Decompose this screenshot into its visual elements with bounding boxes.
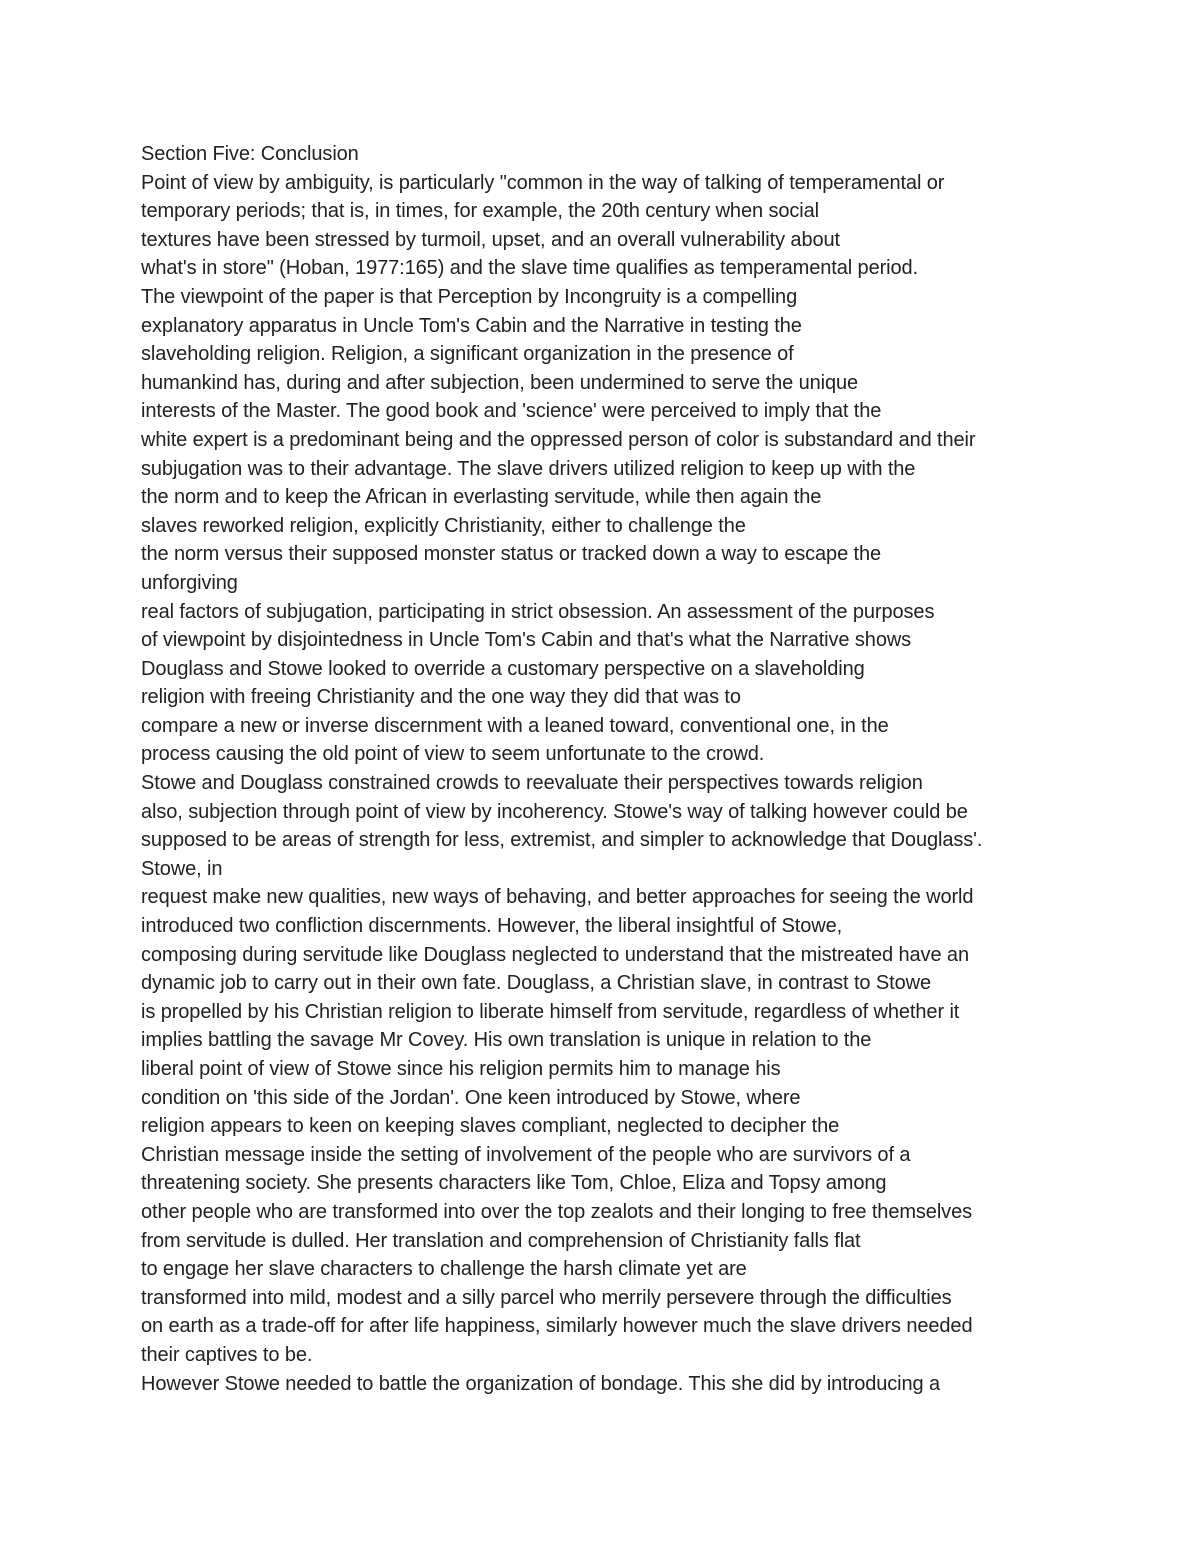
text-line: request make new qualities, new ways of behaving, and better approaches for seeing the world: [141, 886, 974, 909]
text-line: Stowe and Douglass constrained crowds to reevaluate their perspectives towards religion: [141, 772, 923, 795]
text-line: the norm and to keep the African in everlasting servitude, while then again the: [141, 486, 822, 509]
text-line: Douglass and Stowe looked to override a customary perspective on a slaveholding: [141, 657, 865, 680]
text-line: temporary periods; that is, in times, for example, the 20th century when social: [141, 200, 819, 223]
text-line: religion with freeing Christianity and the one way they did that was to: [141, 686, 741, 709]
text-line: process causing the old point of view to seem unfortunate to the crowd.: [141, 743, 765, 766]
text-line: Point of view by ambiguity, is particularly "common in the way of talking of temperamental or: [141, 171, 945, 194]
text-line: The viewpoint of the paper is that Perception by Incongruity is a compelling: [141, 285, 798, 308]
text-line: textures have been stressed by turmoil, upset, and an overall vulnerability about: [141, 228, 840, 251]
text-line: slaves reworked religion, explicitly Christianity, either to challenge the: [141, 514, 746, 537]
text-line: real factors of subjugation, participating in strict obsession. An assessment of the purposes: [141, 600, 935, 623]
text-line: implies battling the savage Mr Covey. His own translation is unique in relation to the: [141, 1029, 872, 1052]
text-line: subjugation was to their advantage. The slave drivers utilized religion to keep up with the: [141, 457, 916, 480]
text-line: transformed into mild, modest and a silly parcel who merrily persevere through the difficulties: [141, 1286, 952, 1309]
text-line: religion appears to keen on keeping slaves compliant, neglected to decipher the: [141, 1115, 840, 1138]
text-line: composing during servitude like Douglass neglected to understand that the mistreated have an: [141, 943, 969, 966]
text-line: threatening society. She presents characters like Tom, Chloe, Eliza and Topsy among: [141, 1172, 887, 1195]
text-line: other people who are transformed into over the top zealots and their longing to free themselves: [141, 1200, 972, 1223]
text-line: introduced two confliction discernments. However, the liberal insightful of Stowe,: [141, 915, 843, 938]
text-line: their captives to be.: [141, 1343, 313, 1366]
section-heading: Section Five: Conclusion: [141, 143, 359, 165]
text-line: of viewpoint by disjointedness in Uncle Tom's Cabin and that's what the Narrative shows: [141, 629, 912, 652]
text-line: from servitude is dulled. Her translation and comprehension of Christianity falls flat: [141, 1229, 861, 1252]
text-line: is propelled by his Christian religion to liberate himself from servitude, regardless of whether it: [141, 1000, 960, 1023]
text-line: what's in store" (Hoban, 1977:165) and the slave time qualifies as temperamental period.: [141, 257, 919, 280]
text-line: on earth as a trade-off for after life happiness, similarly however much the slave drivers needed: [141, 1315, 973, 1338]
text-line: to engage her slave characters to challenge the harsh climate yet are: [141, 1258, 747, 1281]
text-line: also, subjection through point of view by incoherency. Stowe's way of talking however could be: [141, 800, 968, 823]
text-line: compare a new or inverse discernment with a leaned toward, conventional one, in the: [141, 714, 889, 737]
document-text: [141, 140, 1141, 1398]
text-line: Christian message inside the setting of involvement of the people who are survivors of a: [141, 1143, 911, 1166]
text-line: Stowe, in: [141, 857, 223, 880]
text-line: white expert is a predominant being and the oppressed person of color is substandard and their: [141, 428, 976, 451]
text-line: interests of the Master. The good book and 'science' were perceived to imply that the: [141, 400, 882, 423]
text-line: the norm versus their supposed monster status or tracked down a way to escape the: [141, 543, 882, 566]
text-line: slaveholding religion. Religion, a significant organization in the presence of: [141, 343, 794, 366]
text-line: unforgiving: [141, 571, 238, 594]
text-line: condition on 'this side of the Jordan'. One keen introduced by Stowe, where: [141, 1086, 801, 1109]
text-line: supposed to be areas of strength for less, extremist, and simpler to acknowledge that Douglass'.: [141, 829, 983, 852]
text-line: dynamic job to carry out in their own fate. Douglass, a Christian slave, in contrast to Stowe: [141, 972, 931, 995]
text-line: humankind has, during and after subjection, been undermined to serve the unique: [141, 371, 859, 394]
text-line: liberal point of view of Stowe since his religion permits him to manage his: [141, 1058, 781, 1080]
text-line: However Stowe needed to battle the organization of bondage. This she did by introducing a: [141, 1372, 941, 1395]
text-line: explanatory apparatus in Uncle Tom's Cabin and the Narrative in testing the: [141, 314, 802, 337]
